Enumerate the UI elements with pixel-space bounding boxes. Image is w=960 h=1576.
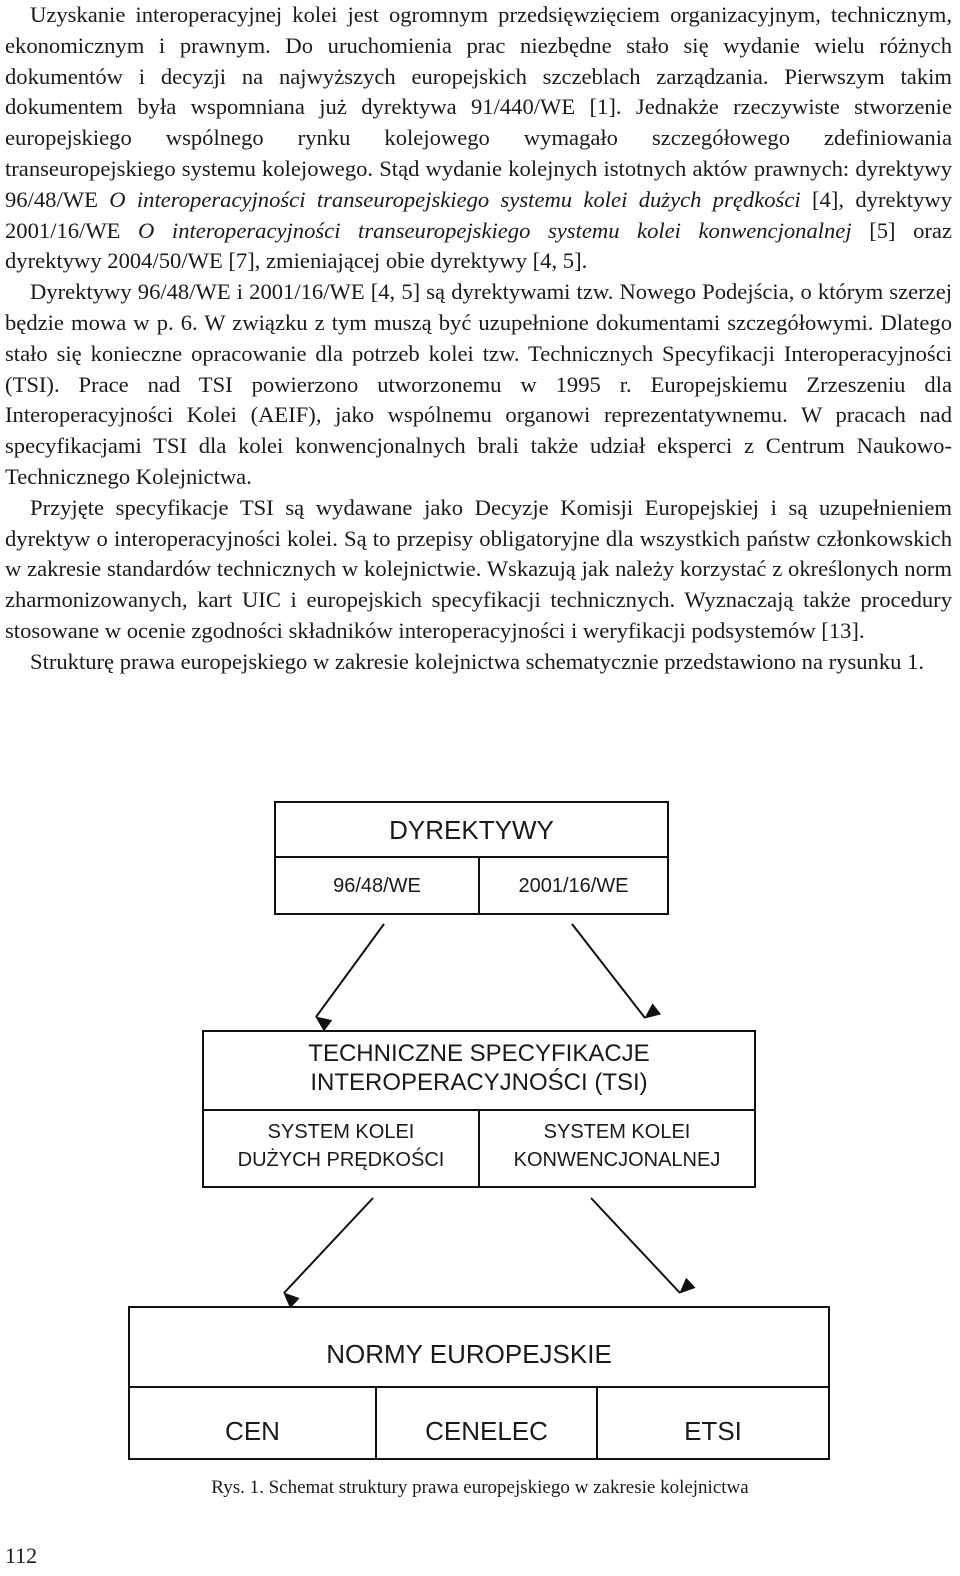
tsi-title-line-2: INTEROPERACYJNOŚCI (TSI) [310,1069,648,1096]
tsi-conventional-line-1: SYSTEM KOLEI [543,1121,691,1143]
paragraph-1-title-conv: O interoperacyjności transeuropejskiego systemu kolei konwencjonalnej [138,217,852,243]
page-number: 112 [5,1543,38,1568]
tsi-high-speed-line-2: DUŻYCH PRĘDKOŚCI [237,1149,445,1171]
directives-title: DYREKTYWY [389,815,554,845]
norms-etsi: ETSI [684,1416,742,1446]
figure-diagram [128,795,830,1461]
paragraph-1-text-a: Uzyskanie interoperacyjnej kolei jest ogromnym przedsięwzięciem organizacyjnym, technicznym, ekonomicznym i prawnym. Do uruchomienia prac niezbędne stało się wydanie wielu różnych dokumentów i decyzji na najwyższych europejskich szczeblach zarządzania. Pierwszym takim dokumentem była wspomniana już dyrektywa 91/440/WE [1]. Jednakże rzeczywiste stworzenie europejskiego wspólnego rynku kolejowego wymagało szczegółowego zdefiniowania transeuropejskiego systemu kolejowego. Stąd wydanie kolejnych istotnych aktów prawnych: dyrektywy 96/48/WE [5,2,952,212]
paragraph-1-title-hs: O interoperacyjności transeuropejskiego systemu kolei dużych prędkości [109,186,801,212]
paragraph-1 [5,0,952,277]
figure-caption: Rys. 1. Schemat struktury prawa europejskiego w zakresie kolejnictwa [211,1477,749,1498]
tsi-high-speed-line-1: SYSTEM KOLEI [267,1121,415,1143]
paragraph-2: Dyrektywy 96/48/WE i 2001/16/WE [4, 5] są dyrektywami tzw. Nowego Podejścia, o którym szerzej będzie mowa w p. 6. W związku z tym muszą być uzupełnione dokumentami szczegółowymi. Dlatego stało się konieczne opracowanie dla potrzeb kolei tzw. Technicznych Specyfikacji Interoperacyjności (TSI). Prace nad TSI powierzono utworzonemu w 1995 r. Europejskiemu Zrzeszeniu dla Interoperacyjności Kolei (AEIF), jako wspólnemu organowi reprezentatywnemu. W pracach nad specyfikacjami TSI dla kolei konwencjonalnych brali także udział eksperci z Centrum Naukowo-Technicznego Kolejnictwa. [5,279,952,489]
tsi-conventional-line-2: KONWENCJONALNEJ [513,1149,721,1171]
directive-2001-16: 2001/16/WE [518,875,629,897]
paragraph-3: Przyjęte specyfikacje TSI są wydawane jako Decyzje Komisji Europejskiej i są uzupełnieniem dyrektyw o interoperacyjności kolei. Są to przepisy obligatoryjne dla wszystkich państw członkowskich w zakresie standardów technicznych w kolejnictwie. Wskazują jak należy korzystać z określonych norm zharmonizowanych, kart UIC i europejskich specyfikacji technicznych. Wyznaczają także procedury stosowane w ocenie zgodności składników interoperacyjności i weryfikacji podsystemów [13]. [5,494,952,643]
norms-title: NORMY EUROPEJSKIE [326,1339,612,1369]
directive-96-48: 96/48/WE [333,875,421,897]
paragraph-1-text-c: [4], dyrektywy 2001/16/WE [5,186,952,243]
paragraph-1-text-e: [5] oraz dyrektywy 2004/50/WE [7], zmieniającej obie dyrektywy [4, 5]. [5,217,952,274]
body-text [5,0,952,678]
paragraph-4: Strukturę prawa europejskiego w zakresie kolejnictwa schematycznie przedstawiono na rysunku 1. [30,648,925,674]
norms-cen: CEN [225,1416,280,1446]
tsi-title-line-1: TECHNICZNE SPECYFIKACJE [308,1040,650,1067]
norms-cenelec: CENELEC [425,1416,548,1446]
